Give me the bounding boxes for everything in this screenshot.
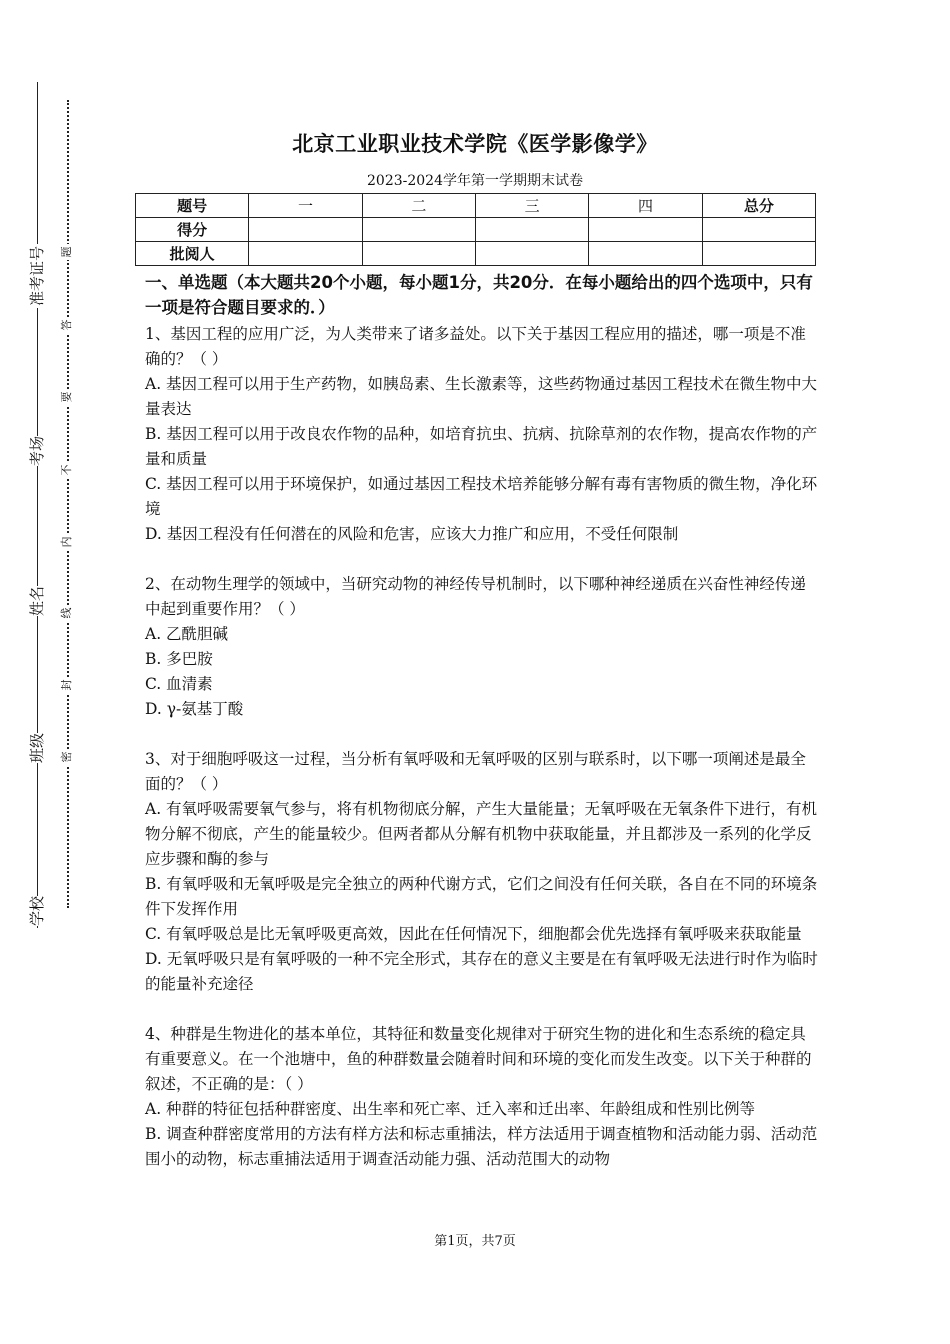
binding-label-exam-room: 考场	[28, 435, 46, 466]
grader-cell[interactable]	[589, 242, 702, 266]
score-header-cell: 二	[362, 194, 475, 218]
exam-title: 北京工业职业技术学院《医学影像学》	[292, 132, 658, 156]
page-number: 第1页，共7页	[434, 1234, 516, 1249]
seal-char: 封	[60, 677, 74, 693]
grader-row-label: 批阅人	[136, 242, 249, 266]
question-stem: 3、对于细胞呼吸这一过程，当分析有氧呼吸和无氧呼吸的区别与联系时，以下哪一项阐述是最全面的？（ ）	[145, 750, 806, 793]
question-stem: 2、在动物生理学的领域中，当研究动物的神经传导机制时，以下哪种神经递质在兴奋性神经传递中起到重要作用？（ ）	[145, 575, 806, 618]
option-b[interactable]: B. 多巴胺	[145, 650, 213, 668]
seal-char: 答	[60, 317, 74, 333]
score-header-cell: 总分	[702, 194, 815, 218]
binding-label-exam-number: 准考证号	[28, 246, 46, 307]
score-cell[interactable]	[249, 218, 362, 242]
seal-char: 题	[60, 244, 74, 260]
exam-content	[145, 270, 820, 1197]
seal-char: 不	[60, 462, 74, 478]
score-header-cell: 题号	[136, 194, 249, 218]
option-a[interactable]: A. 基因工程可以用于生产药物，如胰岛素、生长激素等，这些药物通过基因工程技术在微生物中大量表达	[145, 375, 818, 418]
binding-line	[37, 82, 38, 928]
grader-cell[interactable]	[362, 242, 475, 266]
option-c[interactable]: C. 血清素	[145, 675, 213, 693]
option-b[interactable]: B. 调查种群密度常用的方法有样方法和标志重捕法，样方法适用于调查植物和活动能力弱、活动范围小的动物，标志重捕法适用于调查活动能力强、活动范围大的动物	[145, 1125, 818, 1168]
grader-cell[interactable]	[249, 242, 362, 266]
option-a[interactable]: A. 种群的特征包括种群密度、出生率和死亡率、迁入率和迁出率、年龄组成和性别比例等	[145, 1100, 756, 1118]
section-heading: 一、单选题（本大题共20个小题，每小题1分，共20分．在每小题给出的四个选项中，只有一项是符合题目要求的．）	[145, 273, 813, 317]
question-4	[145, 1022, 820, 1172]
seal-char: 线	[60, 605, 74, 621]
score-cell[interactable]	[475, 218, 588, 242]
score-table-row-grader	[136, 242, 816, 266]
score-cell[interactable]	[702, 218, 815, 242]
score-table-row-score	[136, 218, 816, 242]
option-b[interactable]: B. 有氧呼吸和无氧呼吸是完全独立的两种代谢方式，它们之间没有任何关联，各自在不同的环境条件下发挥作用	[145, 875, 818, 918]
score-header-cell: 一	[249, 194, 362, 218]
binding-label-name: 姓名	[28, 585, 46, 616]
score-row-label: 得分	[136, 218, 249, 242]
option-c[interactable]: C. 有氧呼吸总是比无氧呼吸更高效，因此在任何情况下，细胞都会优先选择有氧呼吸来获取能量	[145, 925, 802, 943]
option-d[interactable]: D. 基因工程没有任何潜在的风险和危害，应该大力推广和应用，不受任何限制	[145, 525, 679, 543]
score-cell[interactable]	[589, 218, 702, 242]
option-a[interactable]: A. 乙酰胆碱	[145, 625, 229, 643]
question-stem: 1、基因工程的应用广泛，为人类带来了诸多益处。以下关于基因工程应用的描述，哪一项是不准确的？（ ）	[145, 325, 806, 368]
score-cell[interactable]	[362, 218, 475, 242]
seal-char: 内	[60, 534, 74, 550]
grader-cell[interactable]	[702, 242, 815, 266]
question-stem: 4、种群是生物进化的基本单位，其特征和数量变化规律对于研究生物的进化和生态系统的稳定具有重要意义。在一个池塘中，鱼的种群数量会随着时间和环境的变化而发生改变。以下关于种群的叙述，不正确的是：（ ）	[145, 1025, 812, 1093]
seal-char: 密	[60, 749, 74, 765]
question-1	[145, 322, 820, 547]
score-header-cell: 四	[589, 194, 702, 218]
score-table-header-row	[136, 194, 816, 218]
option-c[interactable]: C. 基因工程可以用于环境保护，如通过基因工程技术培养能够分解有毒有害物质的微生物，净化环境	[145, 475, 818, 518]
question-3	[145, 747, 820, 997]
seal-char: 要	[60, 389, 74, 405]
option-a[interactable]: A. 有氧呼吸需要氧气参与，将有机物彻底分解，产生大量能量；无氧呼吸在无氧条件下进行，有机物分解不彻底，产生的能量较少。但两者都从分解有机物中获取能量，并且都涉及一系列的化学反应步骤和酶的参与	[145, 800, 818, 868]
score-table	[135, 193, 816, 266]
question-2	[145, 572, 820, 722]
option-d[interactable]: D. 无氧呼吸只是有氧呼吸的一种不完全形式，其存在的意义主要是在有氧呼吸无法进行时作为临时的能量补充途径	[145, 950, 818, 993]
grader-cell[interactable]	[475, 242, 588, 266]
binding-label-school: 学校	[28, 895, 46, 926]
option-d[interactable]: D. γ-氨基丁酸	[145, 700, 244, 718]
exam-subtitle: 2023-2024学年第一学期期末试卷	[367, 173, 583, 189]
option-b[interactable]: B. 基因工程可以用于改良农作物的品种，如培育抗虫、抗病、抗除草剂的农作物，提高农作物的产量和质量	[145, 425, 818, 468]
score-header-cell: 三	[475, 194, 588, 218]
binding-label-class: 班级	[28, 732, 46, 763]
seal-dotted-line	[67, 100, 69, 908]
